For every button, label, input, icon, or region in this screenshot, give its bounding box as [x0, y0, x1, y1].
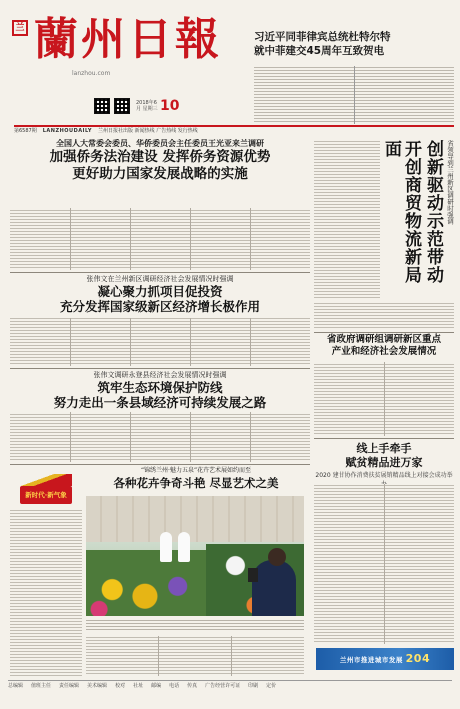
column-badge: 新时代·新气象: [20, 486, 72, 504]
logo-subtext: lanzhou.com: [72, 70, 111, 77]
footer-item: 印刷: [248, 683, 259, 689]
lead-body-text: [10, 208, 310, 270]
top-story-line[interactable]: 就中菲建交45周年互致贺电: [254, 45, 385, 57]
lead-story[interactable]: [10, 138, 310, 183]
right-story1-text-lower: [314, 302, 454, 330]
lead-headline: 更好助力国家发展战略的实施: [72, 166, 248, 182]
right-story2-text: [314, 362, 454, 436]
footer-item: 校对: [115, 683, 126, 689]
footer-item: 社址: [133, 683, 144, 689]
photo-caption: [86, 618, 304, 632]
flag-ribbon-icon: [20, 474, 72, 486]
footer-item: 责任编辑: [59, 683, 80, 689]
right-story2-headline: 省政府调研组调研新区重点: [326, 334, 441, 345]
newspaper-logo: 蘭州日報: [34, 14, 222, 65]
ad-number: 204: [405, 652, 431, 665]
story3-body-text: [10, 412, 310, 462]
footer-item: 值班主任: [31, 683, 52, 689]
issue-number: 10: [160, 98, 180, 114]
vertical-headline: 开创商贸物流新局面: [381, 140, 421, 284]
issue-code: 第6587期: [14, 128, 37, 134]
footer-item: 美术编辑: [87, 683, 108, 689]
lead-kicker: 全国人大常委会委员、华侨委员会主任委员王光亚来兰调研: [56, 139, 264, 148]
right-story3-headline: 线上手牵手: [356, 442, 412, 455]
right-story3-text: [314, 484, 454, 644]
story3-head[interactable]: [10, 370, 310, 410]
right-story3-subhead: 2020 建甘协作消费扶贫展销精品线上对接会成功举: [315, 472, 453, 479]
story4-left-text: [10, 508, 82, 678]
right-story3-head[interactable]: [314, 442, 454, 488]
right-story2-head[interactable]: [314, 334, 454, 358]
story2-head[interactable]: [10, 274, 310, 314]
story4-head[interactable]: [86, 466, 306, 491]
info-strip: [14, 125, 454, 134]
footer-item: 电话: [169, 683, 180, 689]
flower-exhibition-photo: [86, 496, 304, 616]
top-story-body: [254, 66, 454, 124]
strip-info: 兰州日报社出版 新闻热线 广告热线 发行热线: [98, 128, 198, 134]
qr-code-icon: [94, 98, 110, 114]
story4-bottom-text: [86, 636, 304, 676]
right-story1-text: [314, 140, 380, 300]
right-vertical-headline[interactable]: [382, 140, 454, 300]
story2-headline: 充分发挥国家级新区经济增长极作用: [59, 299, 260, 314]
english-name: LANZHOUDAILY: [42, 128, 93, 134]
issue-date: 2018年6月 星期三: [136, 100, 158, 112]
story2-headline: 凝心聚力抓项目促投资: [97, 284, 223, 299]
story4-kicker: “锦绣兰州·魅力五泉”花卉艺术展如约而至: [140, 467, 252, 474]
right-story2-headline: 产业和经济社会发展情况: [331, 346, 437, 357]
story3-headline: 筑牢生态环境保护防线: [97, 380, 223, 395]
advertisement-banner[interactable]: [316, 648, 454, 670]
qr-code-icon: [114, 98, 130, 114]
story2-body-text: [10, 318, 310, 366]
story4-headline: 各种花卉争奇斗艳 尽显艺术之美: [113, 476, 279, 490]
top-story-line[interactable]: 习近平同菲律宾总统杜特尔特: [254, 31, 391, 43]
ad-text: 兰州市推进城市发展: [339, 656, 403, 664]
vertical-kicker: 省领导到兰州新区调研时强调: [446, 140, 454, 225]
footer-credits: [8, 680, 452, 702]
footer-item: 传真: [187, 683, 198, 689]
story3-headline: 努力走出一条县域经济可持续发展之路: [53, 395, 267, 410]
right-story3-headline: 赋贫精品进万家: [345, 456, 423, 469]
vertical-headline: 创新驱动示范带动: [423, 140, 443, 284]
footer-item: 广告经营许可证: [205, 683, 241, 689]
footer-item: 邮编: [151, 683, 162, 689]
lead-headline: 加强侨务法治建设 发挥侨务资源优势: [49, 149, 271, 165]
story2-kicker: 张伟文在兰州新区调研经济社会发展情况时强调: [86, 275, 234, 283]
logo-stamp: 兰: [12, 20, 28, 36]
story3-kicker: 张伟文调研永登县经济社会发展情况时强调: [93, 371, 227, 379]
top-stories: [254, 30, 454, 58]
footer-item: 总编辑: [8, 683, 24, 689]
footer-item: 定价: [266, 683, 277, 689]
